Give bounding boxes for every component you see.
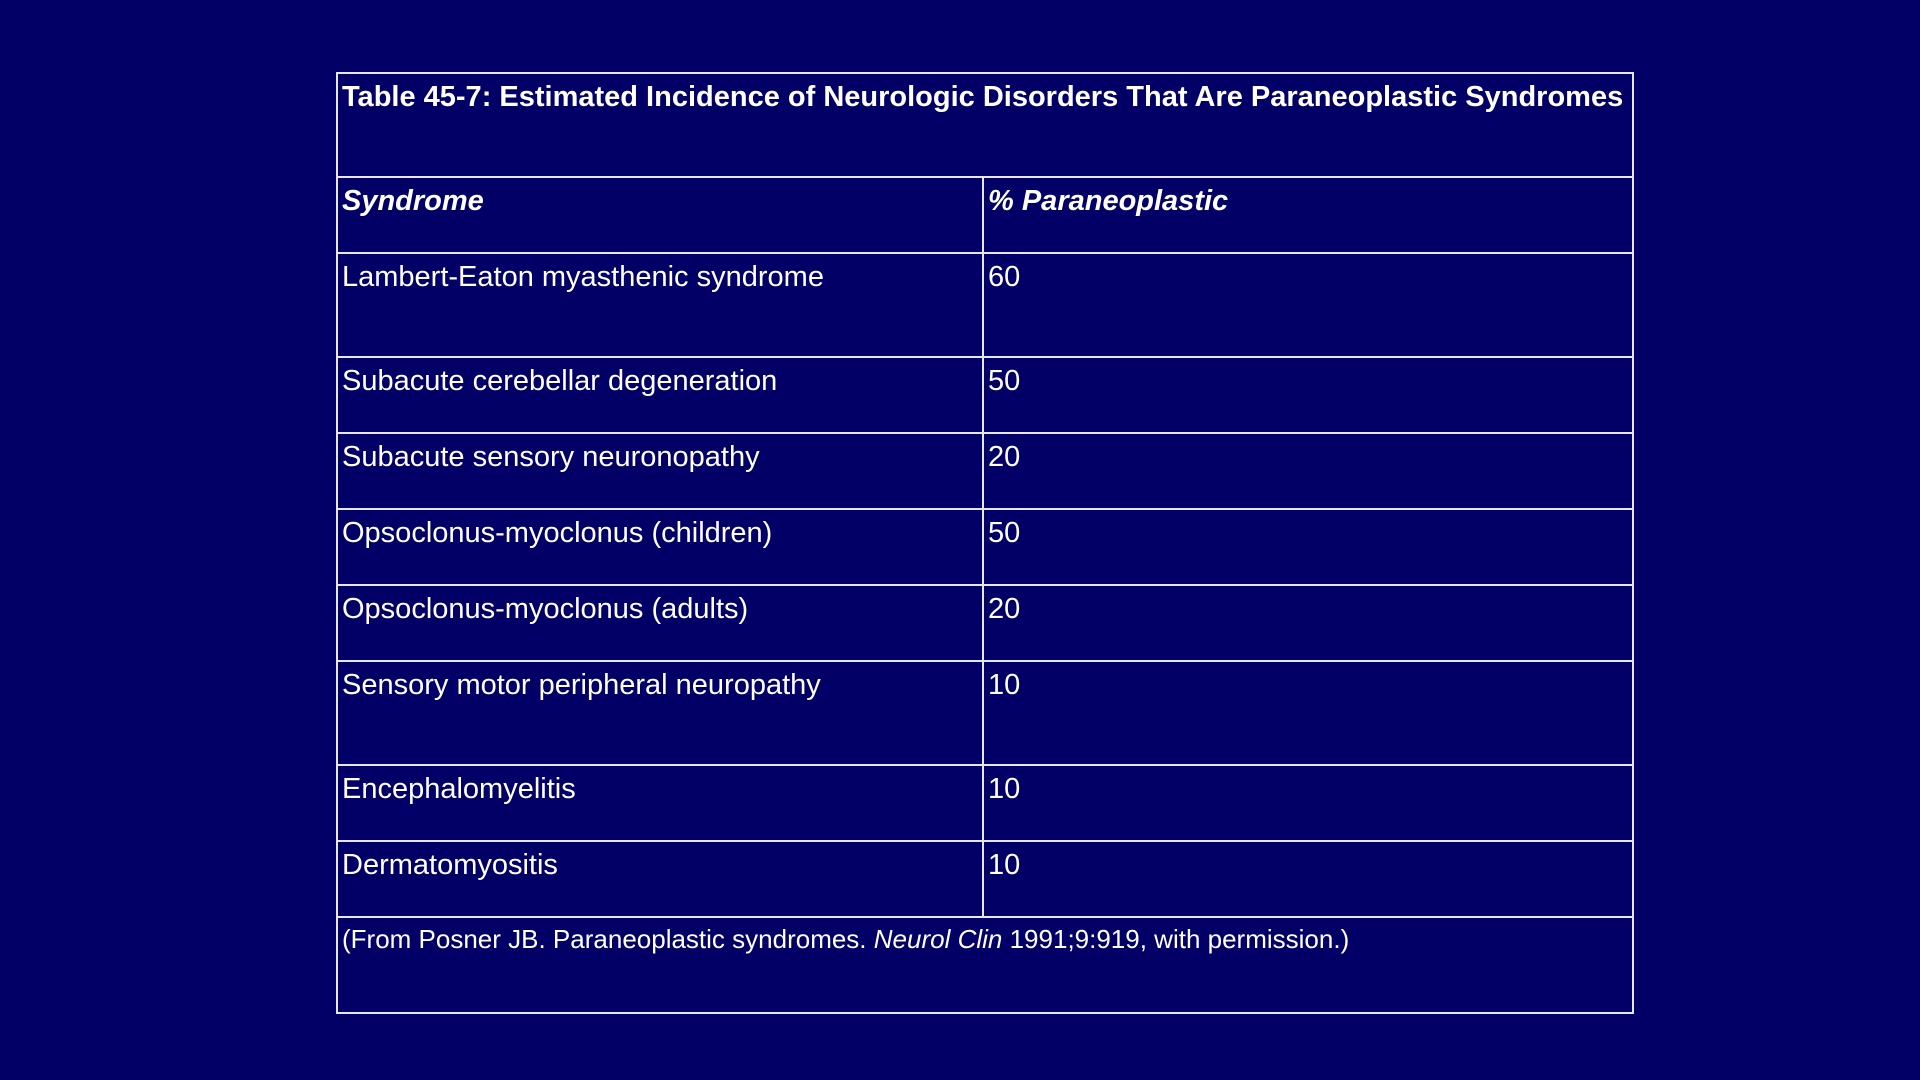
footnote-text-after: 1991;9:919, with permission.) — [1002, 924, 1350, 954]
header-syndrome: Syndrome — [337, 177, 983, 253]
table-row — [337, 765, 1633, 841]
table-caption: Table 45-7: Estimated Incidence of Neurologic Disorders That Are Paraneoplastic Syndromes — [337, 73, 1633, 177]
table-header-row — [337, 177, 1633, 253]
percent-cell: 60 — [983, 253, 1633, 357]
syndrome-cell: Lambert-Eaton myasthenic syndrome — [337, 253, 983, 357]
percent-cell: 10 — [983, 765, 1633, 841]
table-row — [337, 841, 1633, 917]
table-row — [337, 433, 1633, 509]
table-row — [337, 357, 1633, 433]
table-row — [337, 509, 1633, 585]
table-row — [337, 585, 1633, 661]
syndrome-cell: Encephalomyelitis — [337, 765, 983, 841]
syndrome-cell: Opsoclonus-myoclonus (adults) — [337, 585, 983, 661]
syndrome-cell: Dermatomyositis — [337, 841, 983, 917]
footnote-journal-name: Neurol Clin — [873, 924, 1003, 954]
footnote-text-before: (From Posner JB. Paraneoplastic syndromes. — [342, 924, 874, 954]
syndrome-cell: Sensory motor peripheral neuropathy — [337, 661, 983, 765]
syndrome-cell: Subacute cerebellar degeneration — [337, 357, 983, 433]
table-caption-row — [337, 73, 1633, 177]
paraneoplastic-incidence-table — [336, 72, 1634, 1014]
percent-cell: 50 — [983, 509, 1633, 585]
percent-cell: 10 — [983, 841, 1633, 917]
table-row — [337, 661, 1633, 765]
syndrome-cell: Subacute sensory neuronopathy — [337, 433, 983, 509]
syndrome-cell: Opsoclonus-myoclonus (children) — [337, 509, 983, 585]
header-percent-paraneoplastic: % Paraneoplastic — [983, 177, 1633, 253]
percent-cell: 10 — [983, 661, 1633, 765]
table-footnote-row — [337, 917, 1633, 1013]
table-row — [337, 253, 1633, 357]
table-footnote — [337, 917, 1633, 1013]
percent-cell: 20 — [983, 585, 1633, 661]
percent-cell: 20 — [983, 433, 1633, 509]
percent-cell: 50 — [983, 357, 1633, 433]
